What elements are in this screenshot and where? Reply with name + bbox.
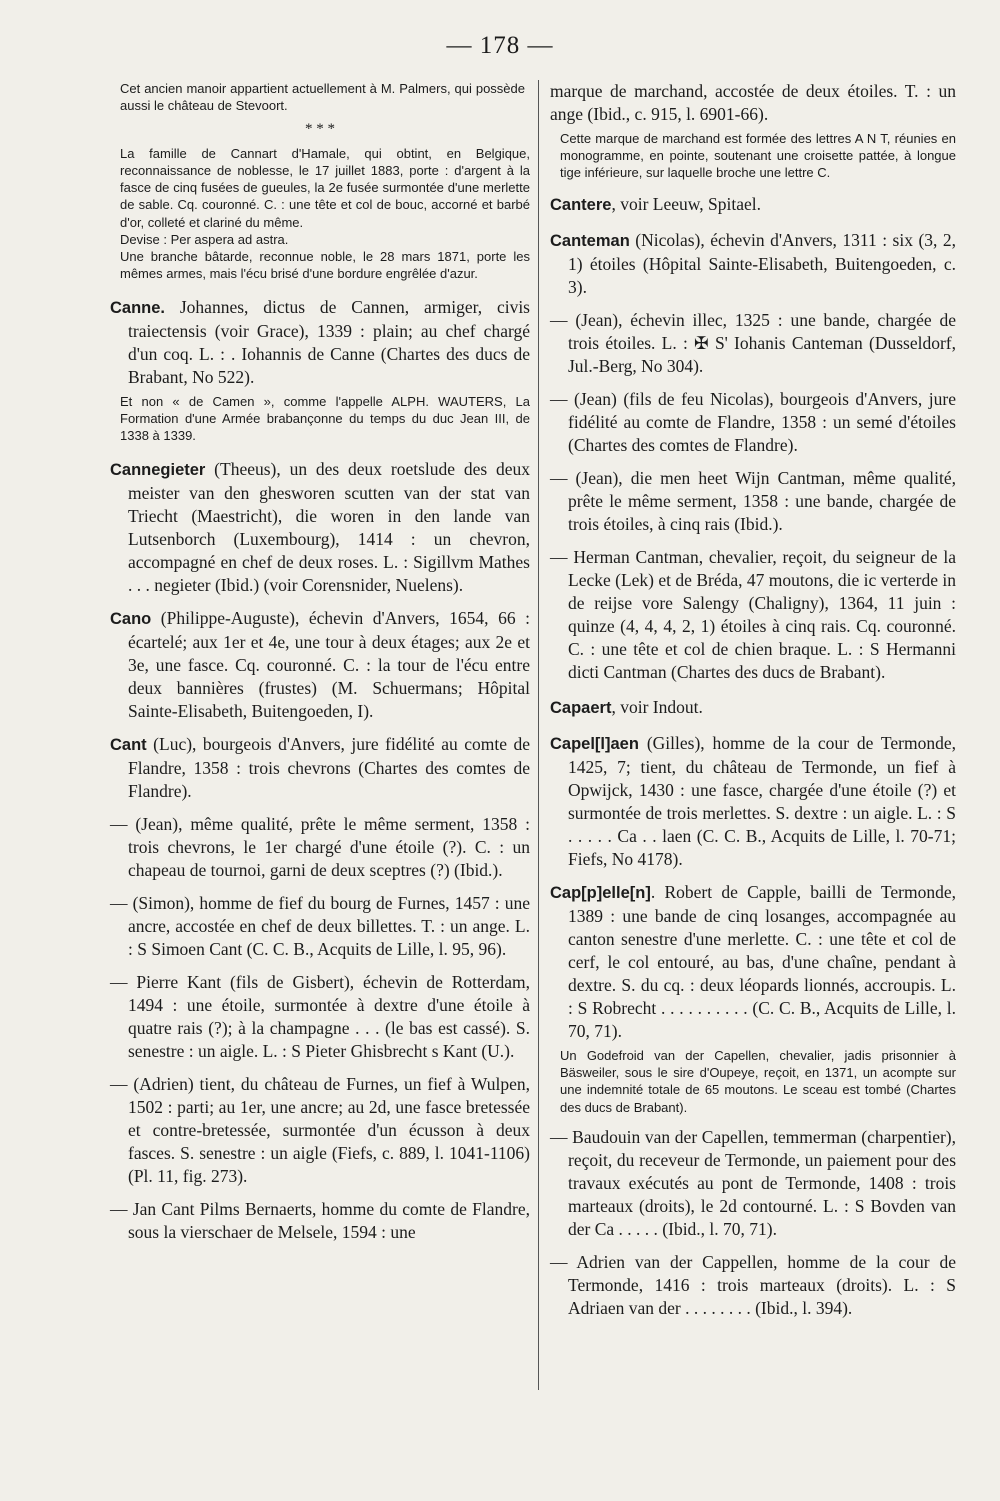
- entry-head: Cant: [110, 736, 147, 755]
- cannart-motto: Devise : Per aspera ad astra.: [120, 231, 289, 247]
- left-column: [110, 80, 530, 1244]
- cannart-note: La famille de Cannart d'Hamale, qui obtint, en Belgique, reconnaissance de noblesse, le 17 juillet 1883, porte : d'argent à la fasce de cinq fusées de gueules, la 2e fusée surmontée d'une merlette de sable. Cq. couronné. C. : une tête et col de bouc, accorné et barbé d'or, colleté et clariné du même.: [120, 146, 530, 230]
- canne-note: Et non « de Camen », comme l'appelle ALPH. WAUTERS, La Formation d'une Armée brabançonne du temps du duc Jean III, de 1338 à 1339.: [120, 393, 530, 444]
- entry-head: Capel[l]aen: [550, 735, 639, 754]
- entry-head: Canne.: [110, 298, 166, 317]
- entry-cannegieter: Cannegieter (Theeus), un des deux roetslude des deux meister van den ghesworen scutten van der stat van Triecht (Maestricht), die woren in den lande van Lutsenborch (Luxembourg), 1414 : un chevron, accompagné en chef de deux roses. L. : Sigillvm Mathes . . . negieter (Ibid.) (voir Corensnider, Nuelens).: [110, 459, 530, 596]
- entry-head: Capaert: [550, 699, 612, 718]
- merchant-mark-note: Cette marque de marchand est formée des lettres A N T, réunies en monogramme, en pointe, soutenant une croisette pattée, à longue tige inférieure, sur laquelle broche une lettre C.: [560, 131, 956, 181]
- entry-head: Canteman: [550, 232, 630, 251]
- entry-cant: Cant (Luc), bourgeois d'Anvers, jure fidélité au comte de Flandre, 1358 : trois chevrons (Chartes des comtes de Flandre).: [110, 734, 530, 802]
- right-column: [550, 80, 956, 1320]
- cannart-branch: Une branche bâtarde, reconnue noble, le 28 mars 1871, porte les mêmes armes, mais l'écu brisé d'une bordure engrêlée d'azur.: [120, 248, 530, 281]
- entry-cantere: Cantere, voir Leeuw, Spitael.: [550, 194, 761, 215]
- cant-jan-continued: marque de marchand, accostée de deux étoiles. T. : un ange (Ibid., c. 915, l. 6901-66).: [550, 81, 956, 124]
- page-number: — 178 —: [446, 32, 554, 59]
- entry-head: Cantere: [550, 196, 612, 215]
- entry-kant-pierre: — Pierre Kant (fils de Gisbert), échevin de Rotterdam, 1494 : une étoile, surmontée à dextre d'une étoile à quatre rais (?); à la champagne . . . (le bas est cassé). S. senestre : un aigle. L. : S Pieter Ghisbrecht s Kant (U.).: [110, 972, 530, 1062]
- entry-canteman-jean-2: — (Jean) (fils de feu Nicolas), bourgeois d'Anvers, jure fidélité au comte de Flandre, 1358 : un semé d'étoiles (Chartes des comtes de Flandre).: [550, 389, 956, 456]
- entry-head: Cap[p]elle[n]: [550, 884, 651, 903]
- entry-capaert: Capaert, voir Indout.: [550, 697, 703, 718]
- entry-cant-adrien: — (Adrien) tient, du château de Furnes, un fief à Wulpen, 1502 : parti; au 1er, une ancre; au 2d, une fasce bretessée et contre-bretessée, surmontée d'un écusson à deux fasces. S. senestre : un aigle (Fiefs, c. 889, l. 1041-1106) (Pl. 11, fig. 273).: [110, 1074, 530, 1187]
- entry-canteman-jean-1: — (Jean), échevin illec, 1325 : une bande, chargée de trois étoiles. L. : ✠ S' Iohanis Canteman (Dusseldorf, Jul.-Berg, No 304).: [550, 310, 956, 377]
- entry-canteman: Canteman (Nicolas), échevin d'Anvers, 1311 : six (3, 2, 1) étoiles (Hôpital Sainte-Elisabeth, Buitengoeden, c. 3).: [550, 230, 956, 298]
- section-separator: * * *: [305, 121, 335, 138]
- capellen-note: Un Godefroid van der Capellen, chevalier, jadis prisonnier à Bäsweiler, sous le sire d'Oupeye, reçoit, en 1371, un acompte sur une indemnité totale de 65 moutons. Le sceau est tombé (Chartes des ducs de Brabant).: [560, 1048, 956, 1115]
- entry-cappelle: Cap[p]elle[n]. Robert de Capple, bailli de Termonde, 1389 : une bande de cinq losanges, accompagnée au canton senestre d'une merlette. C. : une tête et col de cerf, le col entouré, au bas, d'une chaîne, pendant à dextre. S. du cq. : deux léopards lionnés, accroupis. L. : S Robrecht . . . . . . . . . . (C. C. B., Acquits de Lille, l. 70, 71).: [550, 882, 956, 1042]
- entry-cant-jean: — (Jean), même qualité, prête le même serment, 1358 : trois chevrons, le 1er chargé d'une étoile (?). C. : un chapeau de tournoi, garni de deux sceptres (?) (Ibid.).: [110, 814, 530, 881]
- entry-head: Cano: [110, 610, 152, 629]
- entry-cant-simon: — (Simon), homme de fief du bourg de Furnes, 1457 : une ancre, accostée en chef de deux billettes. T. : un ange. L. : S Simoen Cant (C. C. B., Acquits de Lille, l. 95, 96).: [110, 893, 530, 960]
- entry-head: Cannegieter: [110, 461, 206, 480]
- entry-adrien: — Adrien van der Cappellen, homme de la cour de Termonde, 1416 : trois marteaux (droits). L. : S Adriaen van der . . . . . . . . (Ibid., l. 394).: [550, 1251, 956, 1318]
- manor-note: Cet ancien manoir appartient actuellement à M. Palmers, qui possède aussi le château de Stevoort.: [120, 81, 525, 114]
- entry-canne: Canne. Johannes, dictus de Cannen, armiger, civis traiectensis (voir Grace), 1339 : plain; au chef chargé d'un coq. L. : . Iohannis de Canne (Chartes des ducs de Brabant, No 522).: [110, 296, 530, 387]
- column-divider: [538, 80, 539, 1390]
- entry-herman-cantman: — Herman Cantman, chevalier, reçoit, du seigneur de la Lecke (Lek) et de Bréda, 47 moutons, die ic verterde in de reijse vore Salengy (Chaligny), 1364, 11 juin : quinze (4, 4, 4, 2, 1) étoiles à cinq rais. Cq. couronné. C. : une tête et col de chien braque. L. : S Hermanni dicti Cantman (Chartes des ducs de Brabant).: [550, 547, 956, 683]
- entry-cant-jan: — Jan Cant Pilms Bernaerts, homme du comte de Flandre, sous la vierschaer de Melsele, 1594 : une: [110, 1199, 530, 1243]
- entry-cano: Cano (Philippe-Auguste), échevin d'Anvers, 1654, 66 : écartelé; aux 1er et 4e, une tour à deux étages; aux 2e et 3e, une fasce. Cq. couronné. C. : la tour de l'écu entre deux bannières (frustes) (M. Schuermans; Hôpital Sainte-Elisabeth, Buitengoeden, I).: [110, 608, 530, 722]
- entry-baudouin: — Baudouin van der Capellen, temmerman (charpentier), reçoit, du receveur de Termonde, un paiement pour des travaux exécutés au pont de Termonde, 1408 : trois marteaux (droits), le 2d contourné. L. : S Bovden van der Ca . . . . . (Ibid., l. 70, 71).: [550, 1126, 956, 1239]
- entry-canteman-jean-3: — (Jean), die men heet Wijn Cantman, même qualité, prête le même serment, 1358 : une bande, chargée de trois étoiles, à cinq rais (Ibid.).: [550, 468, 956, 535]
- entry-capellaen: Capel[l]aen (Gilles), homme de la cour de Termonde, 1425, 7; tient, du château de Termonde, un fief à Opwijck, 1430 : une fasce, chargée d'une étoile (?) et surmontée de trois merlettes. S. dextre : un aigle. L. : S . . . . . Ca . . laen (C. C. B., Acquits de Lille, l. 70-71; Fiefs, No 4178).: [550, 733, 956, 870]
